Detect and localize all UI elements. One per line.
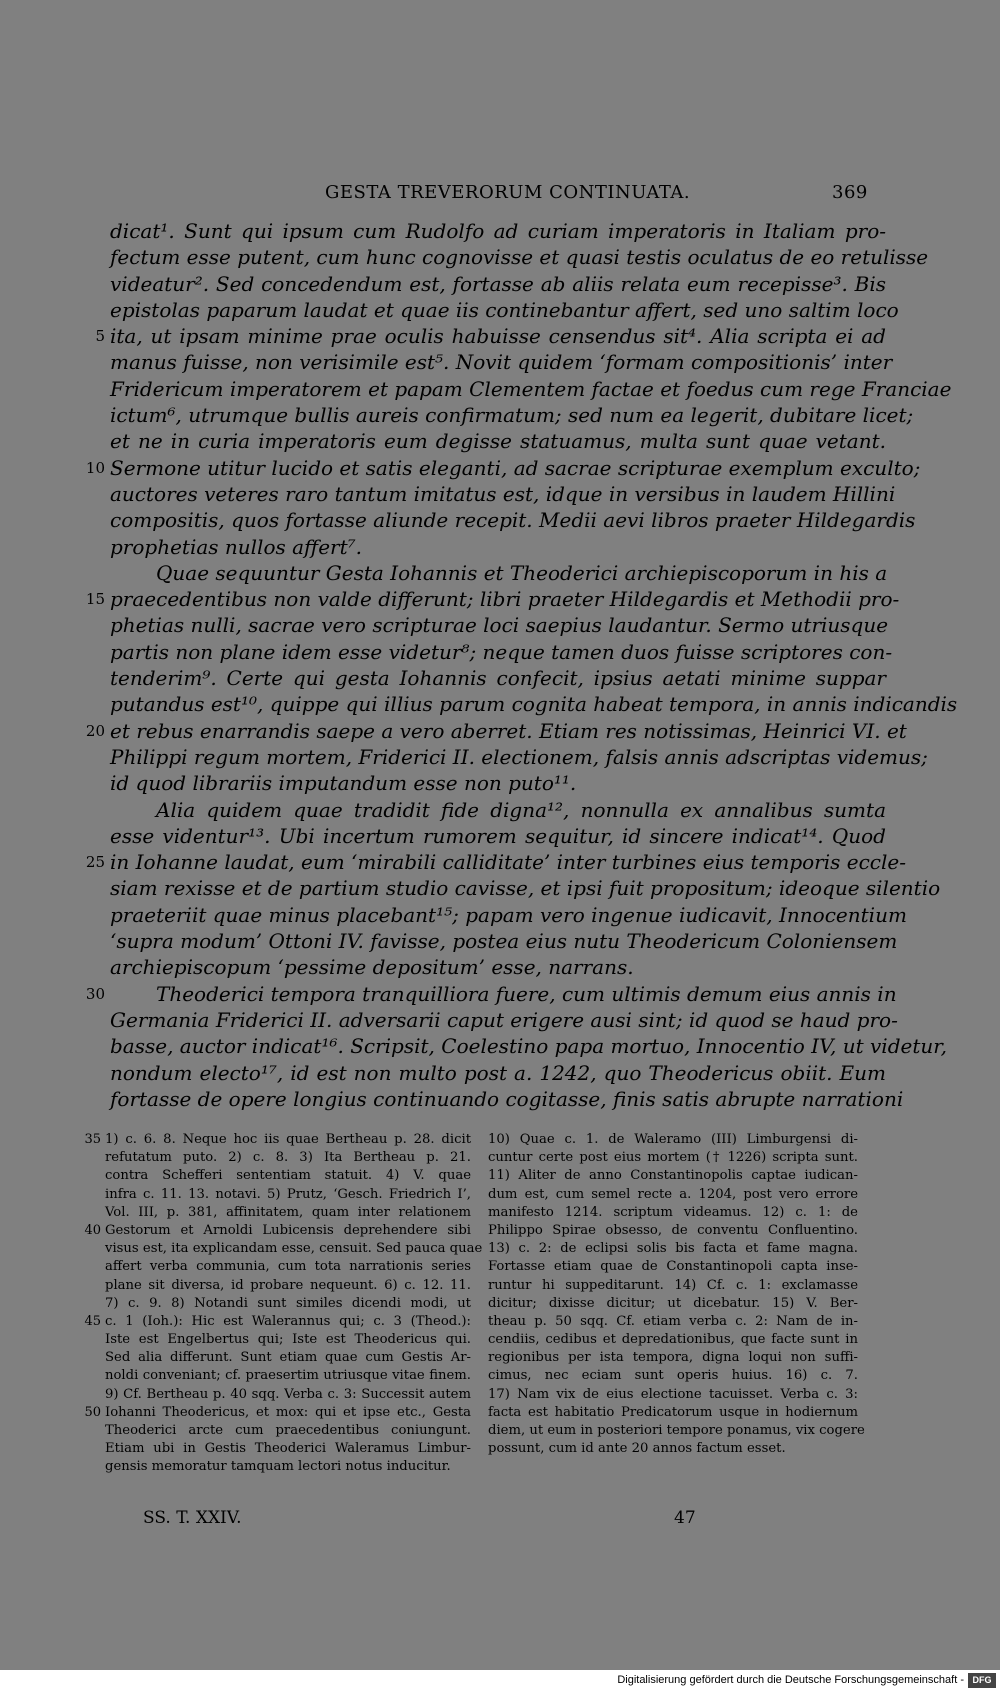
footnote-row xyxy=(488,1331,858,1349)
footnote-line: refutatum puto. 2) c. 8. 3) Ita Bertheau p. 21. xyxy=(105,1150,471,1166)
footnote-line: Iste est Engelbertus qui; Iste est Theodericus qui. xyxy=(105,1332,471,1348)
main-text-line: fortasse de opere longius continuando cogitasse, finis satis abrupte narrationi xyxy=(110,1086,904,1111)
main-text-line: prophetias nullos affert⁷. xyxy=(110,534,363,559)
main-text-line: praeteriit quae minus placebant¹⁵; papam vero ingenue iudicavit, Innocentium xyxy=(110,902,907,927)
footnote-row xyxy=(105,1167,471,1185)
main-text-row xyxy=(110,481,896,507)
footnote-line: 9) Cf. Bertheau p. 40 sqq. Verba c. 3: Successit autem xyxy=(105,1386,471,1402)
footnote-line: diem, ut eum in posteriori tempore ponamus, vix cogere xyxy=(488,1423,865,1438)
main-text-line: manus fuisse, non verisimile est⁵. Novit quidem ‘formam compositionis’ inter xyxy=(110,350,893,375)
main-text-line: Theoderici tempora tranquilliora fuere, cum ultimis demum eius annis in xyxy=(156,981,897,1006)
main-text-line: putandus est¹⁰, quippe qui illius parum cognita habeat tempora, in annis indicandis xyxy=(110,692,958,717)
main-text-row xyxy=(110,507,916,533)
main-text-row xyxy=(110,665,886,691)
footnote-row xyxy=(105,1240,483,1258)
footnote-row xyxy=(488,1295,858,1313)
main-text-line: ictum⁶, utrumque bullis aureis confirmatum; sed num ea legerit, dubitare licet; xyxy=(110,403,914,428)
footnote-row xyxy=(105,1331,471,1349)
main-text-row xyxy=(110,954,886,980)
main-text-line: tenderim⁹. Certe qui gesta Iohannis confecit, ipsius aetati minime suppar xyxy=(110,666,886,691)
main-text-row xyxy=(95,323,886,349)
footnote-row xyxy=(105,1458,471,1476)
footnote-line: contra Schefferi sententiam statuit. 4) V. quae xyxy=(105,1168,471,1184)
footnote-line: runtur hi suppeditarunt. 14) Cf. c. 1: exclamasse xyxy=(488,1277,858,1293)
footnote-line: c. 1 (Ioh.): Hic est Walerannus qui; c. 3 (Theod.): xyxy=(105,1313,471,1329)
main-text-line: Germania Friderici II. adversarii caput erigere ausi sint; id quod se haud pro- xyxy=(110,1007,898,1032)
line-number: 20 xyxy=(85,721,105,740)
main-text-line: Fridericum imperatorem et papam Clementem factae et foedus cum rege Franciae xyxy=(110,376,952,401)
page-number: 369 xyxy=(832,182,868,203)
footnote-row xyxy=(105,1367,471,1385)
footnote-line: Vol. III, p. 381, affinitatem, quam inter relationem xyxy=(105,1204,471,1220)
line-number: 35 xyxy=(84,1132,101,1147)
main-text-row xyxy=(85,981,897,1007)
footnote-line: manifesto 1214. scriptum videamus. 12) c. 1: de xyxy=(488,1204,858,1220)
main-text-line: siam rexisse et de partium studio cavisse, et ipsi fuit propositum; ideoque silentio xyxy=(110,876,941,901)
main-text-line: epistolas paparum laudat et quae iis continebantur affert, sed uno saltim loco xyxy=(110,297,899,322)
main-text-row xyxy=(85,586,900,612)
main-text-row xyxy=(85,718,907,744)
footnote-row xyxy=(488,1131,858,1149)
footnote-line: 17) Nam vix de eius electione tacuisset. Verba c. 3: xyxy=(488,1386,858,1402)
footnote-row xyxy=(105,1349,471,1367)
footnote-row xyxy=(105,1149,471,1167)
footnote-row xyxy=(488,1367,858,1385)
main-text-line: partis non plane idem esse videtur⁸; neque tamen duos fuisse scriptores con- xyxy=(110,639,893,664)
main-text-row xyxy=(110,1086,904,1112)
footnote-row xyxy=(488,1349,858,1367)
main-text-line: ‘supra modum’ Ottoni IV. favisse, postea eius nutu Theodericum Coloniensem xyxy=(110,929,898,954)
footnote-row xyxy=(488,1186,858,1204)
main-text-line: ita, ut ipsam minime prae oculis habuisse censendus sit⁴. Alia scripta ei ad xyxy=(110,324,886,349)
footnote-line: dum est, cum semel recte a. 1204, post vero errore xyxy=(488,1186,858,1202)
footnote-line: noldi conveniant; cf. praesertim utriusque vitae finem. xyxy=(105,1368,471,1384)
main-text-row xyxy=(110,402,914,428)
main-text-line: fectum esse putent, cum hunc cognovisse et quasi testis oculatus de eo retulisse xyxy=(110,245,929,270)
footnote-line: cuntur certe post eius mortem († 1226) scripta sunt. xyxy=(488,1150,858,1166)
running-header-title: GESTA TREVERORUM CONTINUATA. xyxy=(325,182,691,203)
main-text-row xyxy=(110,823,886,849)
footnote-row xyxy=(488,1222,858,1240)
main-text-row xyxy=(110,902,907,928)
main-text-row xyxy=(110,349,893,375)
main-text-line: et rebus enarrandis saepe a vero aberret. Etiam res notissimas, Heinrici VI. et xyxy=(110,718,907,743)
footnote-row xyxy=(488,1440,858,1458)
footnote-row xyxy=(105,1440,471,1458)
footnote-line: Theoderici arcte cum praecedentibus coniungunt. xyxy=(105,1423,471,1438)
footnote-line: affert verba communia, cum tota narrationis series xyxy=(105,1259,471,1275)
main-text-row xyxy=(110,797,886,823)
main-text-line: archiepiscopum ‘pessime depositum’ esse, narrans. xyxy=(110,955,634,980)
footnote-row xyxy=(488,1204,858,1222)
footnote-row xyxy=(488,1422,865,1440)
main-text-row xyxy=(110,928,898,954)
footnotes-left-column xyxy=(84,1131,483,1477)
footnote-row xyxy=(488,1258,858,1276)
line-number: 30 xyxy=(85,984,105,1003)
main-text-row xyxy=(110,534,886,560)
main-text-line: id quod librariis imputandum esse non puto¹¹. xyxy=(110,771,577,796)
footnote-row xyxy=(84,1313,471,1331)
main-text-row xyxy=(110,1007,898,1033)
main-text-block xyxy=(85,218,958,1112)
footnote-row xyxy=(105,1186,471,1204)
footnote-row xyxy=(488,1404,858,1422)
line-number: 50 xyxy=(84,1404,101,1420)
main-text-row xyxy=(110,691,958,717)
line-number: 10 xyxy=(85,458,105,477)
main-text-row xyxy=(110,1060,886,1086)
footnote-row xyxy=(105,1258,471,1276)
main-text-row xyxy=(110,428,886,454)
main-text-line: Quae sequuntur Gesta Iohannis et Theoderici archiepiscoporum in his a xyxy=(156,560,888,585)
footnote-line: 1) c. 6. 8. Neque hoc iis quae Bertheau p. 28. dicit xyxy=(105,1132,471,1147)
main-text-line: auctores veteres raro tantum imitatus est, idque in versibus in laudem Hillini xyxy=(110,481,896,506)
main-text-row xyxy=(110,1033,947,1059)
footnote-row xyxy=(84,1222,471,1240)
footnote-line: 13) c. 2: de eclipsi solis bis facta et fame magna. xyxy=(488,1241,858,1257)
line-number: 15 xyxy=(85,590,105,609)
footnote-line: Philippo Spirae obsesso, de conventu Confluentino. xyxy=(488,1222,858,1238)
footnote-row xyxy=(488,1277,858,1295)
main-text-line: Sermone utitur lucido et satis eleganti, ad sacrae scripturae exemplum exculto; xyxy=(110,455,921,480)
footnotes-right-column xyxy=(488,1131,865,1458)
footnote-line: Gestorum et Arnoldi Lubicensis deprehendere sibi xyxy=(105,1222,471,1238)
footnote-line: theau p. 50 sqq. Cf. etiam verba c. 2: Nam de in- xyxy=(488,1313,858,1329)
footnote-row xyxy=(105,1204,471,1222)
main-text-line: videatur². Sed concedendum est, fortasse ab aliis relata eum recepisse³. Bis xyxy=(110,271,886,296)
main-text-line: dicat¹. Sunt qui ipsum cum Rudolfo ad curiam imperatoris in Italiam pro- xyxy=(110,219,886,243)
footnote-line: gensis memoratur tamquam lectori notus inducitur. xyxy=(105,1459,451,1475)
footnote-row xyxy=(488,1167,858,1185)
main-text-line: esse videntur¹³. Ubi incertum rumorem sequitur, id sincere indicat¹⁴. Quod xyxy=(110,823,886,848)
footnote-line: Etiam ubi in Gestis Theoderici Waleramus Limbur- xyxy=(105,1441,471,1457)
main-text-row xyxy=(110,639,893,665)
footnote-line: 10) Quae c. 1. de Waleramo (III) Limburgensi di- xyxy=(488,1132,858,1147)
line-number: 25 xyxy=(85,853,105,872)
footnote-row xyxy=(105,1295,471,1313)
digitization-bar xyxy=(0,1670,1000,1692)
footnote-line: possunt, cum id ante 20 annos factum esset. xyxy=(488,1441,786,1457)
footnote-line: facta est habitatio Predicatorum usque in hodiernum xyxy=(488,1404,858,1420)
footnote-line: infra c. 11. 13. notavi. 5) Prutz, ‘Gesch. Friedrich I’, xyxy=(105,1186,471,1202)
main-text-row xyxy=(110,271,886,297)
line-number: 5 xyxy=(95,327,105,346)
footnote-row xyxy=(84,1404,471,1422)
main-text-row xyxy=(110,875,941,901)
footnote-row xyxy=(488,1386,858,1404)
main-text-line: in Iohanne laudat, eum ‘mirabili calliditate’ inter turbines eius temporis eccle- xyxy=(110,850,906,875)
sheet-number: 47 xyxy=(674,1508,696,1528)
dfg-logo: DFG xyxy=(968,1673,996,1688)
footnote-row xyxy=(105,1422,471,1440)
footnote-row xyxy=(84,1131,471,1149)
main-text-line: phetias nulli, sacrae vero scripturae loci saepius laudantur. Sermo utriusque xyxy=(110,613,889,638)
footnote-line: dicitur; dixisse dicitur; ut dicebatur. 15) V. Ber- xyxy=(488,1295,858,1311)
main-text-row xyxy=(110,244,929,270)
footnote-line: visus est, ita explicandam esse, censuit. Sed pauca quae xyxy=(105,1241,483,1257)
main-text-row xyxy=(110,297,899,323)
footnote-line: plane sit diversa, id probare nequeunt. 6) c. 12. 11. xyxy=(105,1277,471,1293)
main-text-line: Philippi regum mortem, Friderici II. electionem, falsis annis adscriptas videmus; xyxy=(110,744,928,769)
footnote-row xyxy=(105,1277,471,1295)
footnote-row xyxy=(488,1149,858,1167)
footnote-line: cendiis, cedibus et depredationibus, que facte sunt in xyxy=(488,1332,858,1348)
main-text-line: Alia quidem quae tradidit fide digna¹², nonnulla ex annalibus sumta xyxy=(156,797,886,822)
signature-mark: SS. T. XXIV. xyxy=(143,1508,242,1528)
footnote-line: 7) c. 9. 8) Notandi sunt similes dicendi modi, ut xyxy=(105,1295,471,1311)
main-text-row xyxy=(110,376,952,402)
main-text-line: basse, auctor indicat¹⁶. Scripsit, Coelestino papa mortuo, Innocentio IV, ut videtur, xyxy=(110,1034,947,1059)
footnote-row xyxy=(105,1386,471,1404)
main-text-line: nondum electo¹⁷, id est non multo post a. 1242, quo Theodericus obiit. Eum xyxy=(110,1060,886,1085)
footnote-line: Sed alia differunt. Sunt etiam quae cum Gestis Ar- xyxy=(105,1350,471,1366)
footnote-line: 11) Aliter de anno Constantinopolis captae iudican- xyxy=(488,1168,858,1184)
line-number: 45 xyxy=(84,1313,101,1329)
main-text-row xyxy=(110,560,886,586)
main-text-row xyxy=(85,455,921,481)
main-text-row xyxy=(110,612,889,638)
footnote-line: regionibus per ista tempora, digna loqui non suffi- xyxy=(488,1350,858,1366)
footnote-line: cimus, nec eciam sunt operis huius. 16) c. 7. xyxy=(488,1368,858,1384)
main-text-line: et ne in curia imperatoris eum degisse statuamus, multa sunt quae vetant. xyxy=(110,429,886,454)
main-text-row xyxy=(110,744,928,770)
footnote-line: Fortasse etiam quae de Constantinopoli capta inse- xyxy=(488,1259,858,1275)
footnote-line: Iohanni Theodericus, et mox: qui et ipse etc., Gesta xyxy=(105,1404,471,1420)
digitization-credit: Digitalisierung gefördert durch die Deutsche Forschungsgemeinschaft - xyxy=(617,1674,964,1686)
main-text-line: praecedentibus non valde differunt; libri praeter Hildegardis et Methodii pro- xyxy=(110,587,900,612)
line-number: 40 xyxy=(84,1222,101,1238)
main-text-row xyxy=(85,849,906,875)
main-text-line: compositis, quos fortasse aliunde recepit. Medii aevi libros praeter Hildegardis xyxy=(110,508,916,533)
footnote-row xyxy=(488,1313,858,1331)
main-text-row xyxy=(110,770,886,796)
footnote-row xyxy=(488,1240,858,1258)
main-text-row xyxy=(110,218,886,244)
